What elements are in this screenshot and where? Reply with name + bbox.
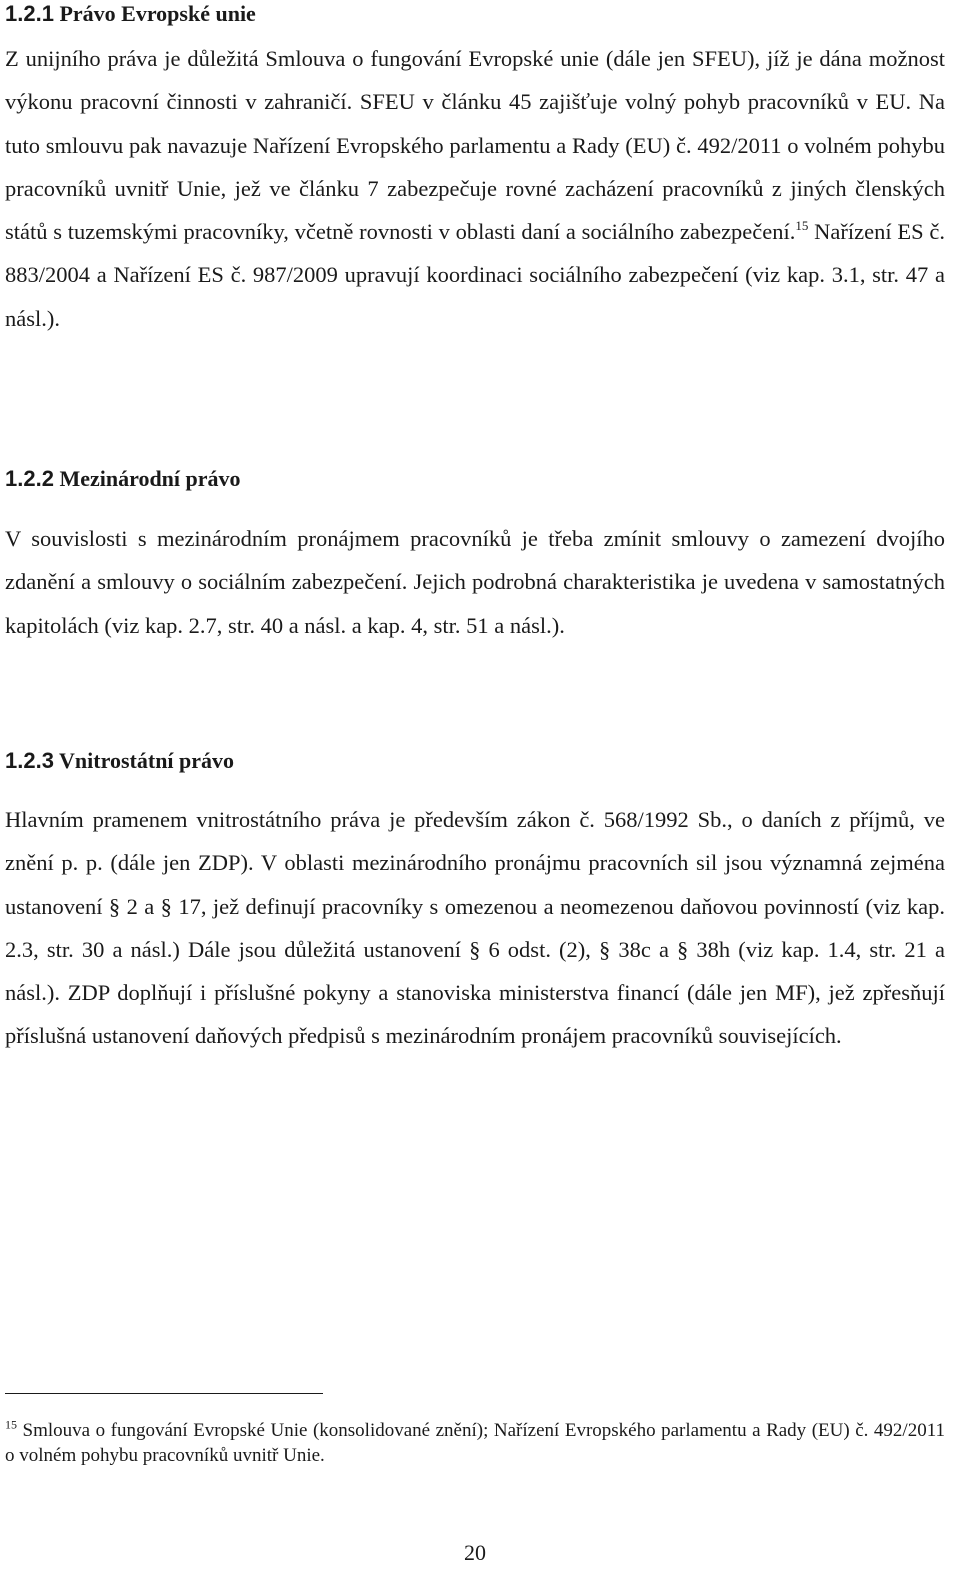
section-title: Mezinárodní právo (59, 466, 241, 491)
footnote-reference[interactable]: 15 (795, 217, 809, 233)
paragraph-text: V souvislosti s mezinárodním pronájmem pracovníků je třeba zmínit smlouvy o zamezení dvojího zdanění a smlouvy o sociálním zabezpečení. Jejich podrobná charakteristika je uvedena v samostatných kapitolách (viz kap. 2.7, str. 40 a násl. a kap. 4, str. 51 a násl.). (5, 526, 945, 638)
paragraph-international-law (5, 517, 945, 647)
section-heading-1-2-3 (5, 747, 234, 775)
page-number: 20 (464, 1540, 486, 1565)
section-title: Právo Evropské unie (59, 1, 256, 26)
section-heading-1-2-1 (5, 0, 256, 28)
section-number: 1.2.1 (5, 1, 54, 26)
paragraph-text: Hlavním pramenem vnitrostátního práva je především zákon č. 568/1992 Sb., o daních z příjmů, ve znění p. p. (dále jen ZDP). V oblasti mezinárodního pronájmu pracovních sil jsou významná zejména ustanovení § 2 a § 17, jež definují pracovníky s omezenou a neomezenou daňovou povinností (viz kap. 2.3, str. 30 a násl.) Dále jsou důležitá ustanovení § 6 odst. (2), § 38c a § 38h (viz kap. 1.4, str. 21 a násl.). ZDP doplňují i příslušné pokyny a stanoviska ministerstva financí (dále jen MF), jež zpřesňují příslušná ustanovení daňových předpisů s mezinárodním pronájem pracovníků souvisejících. (5, 807, 945, 1049)
footnote-number: 15 (5, 1417, 17, 1432)
section-title: Vnitrostátní právo (59, 748, 235, 773)
paragraph-text: Z unijního práva je důležitá Smlouva o fungování Evropské unie (dále jen SFEU), jíž je dána možnost výkonu pracovní činnosti v zahraničí. SFEU v článku 45 zajišťuje volný pohyb pracovníků v EU. Na tuto smlouvu pak navazuje Nařízení Evropského parlamentu a Rady (EU) č. 492/2011 o volném pohybu pracovníků uvnitř Unie, jež ve článku 7 zabezpečuje rovné zacházení pracovníků z jiných členských států s tuzemskými pracovníky, včetně rovnosti v oblasti daní a sociálního zabezpečení. (5, 46, 945, 245)
footnote-separator (5, 1393, 323, 1394)
paragraph-eu-law (5, 37, 945, 340)
paragraph-text-continued: Nařízení ES č. 883/2004 a Nařízení ES č. 987/2009 upravují koordinaci sociálního zabezpečení (viz kap. 3.1, str. 47 a násl.). (5, 219, 945, 331)
paragraph-national-law (5, 798, 945, 1058)
footnote-text: Smlouva o fungování Evropské Unie (konsolidované znění); Nařízení Evropského parlamentu a Rady (EU) č. 492/2011 o volném pohybu pracovníků uvnitř Unie. (5, 1420, 945, 1466)
section-heading-1-2-2 (5, 465, 241, 493)
footnote-15 (5, 1418, 945, 1468)
section-number: 1.2.3 (5, 748, 54, 773)
section-number: 1.2.2 (5, 466, 54, 491)
